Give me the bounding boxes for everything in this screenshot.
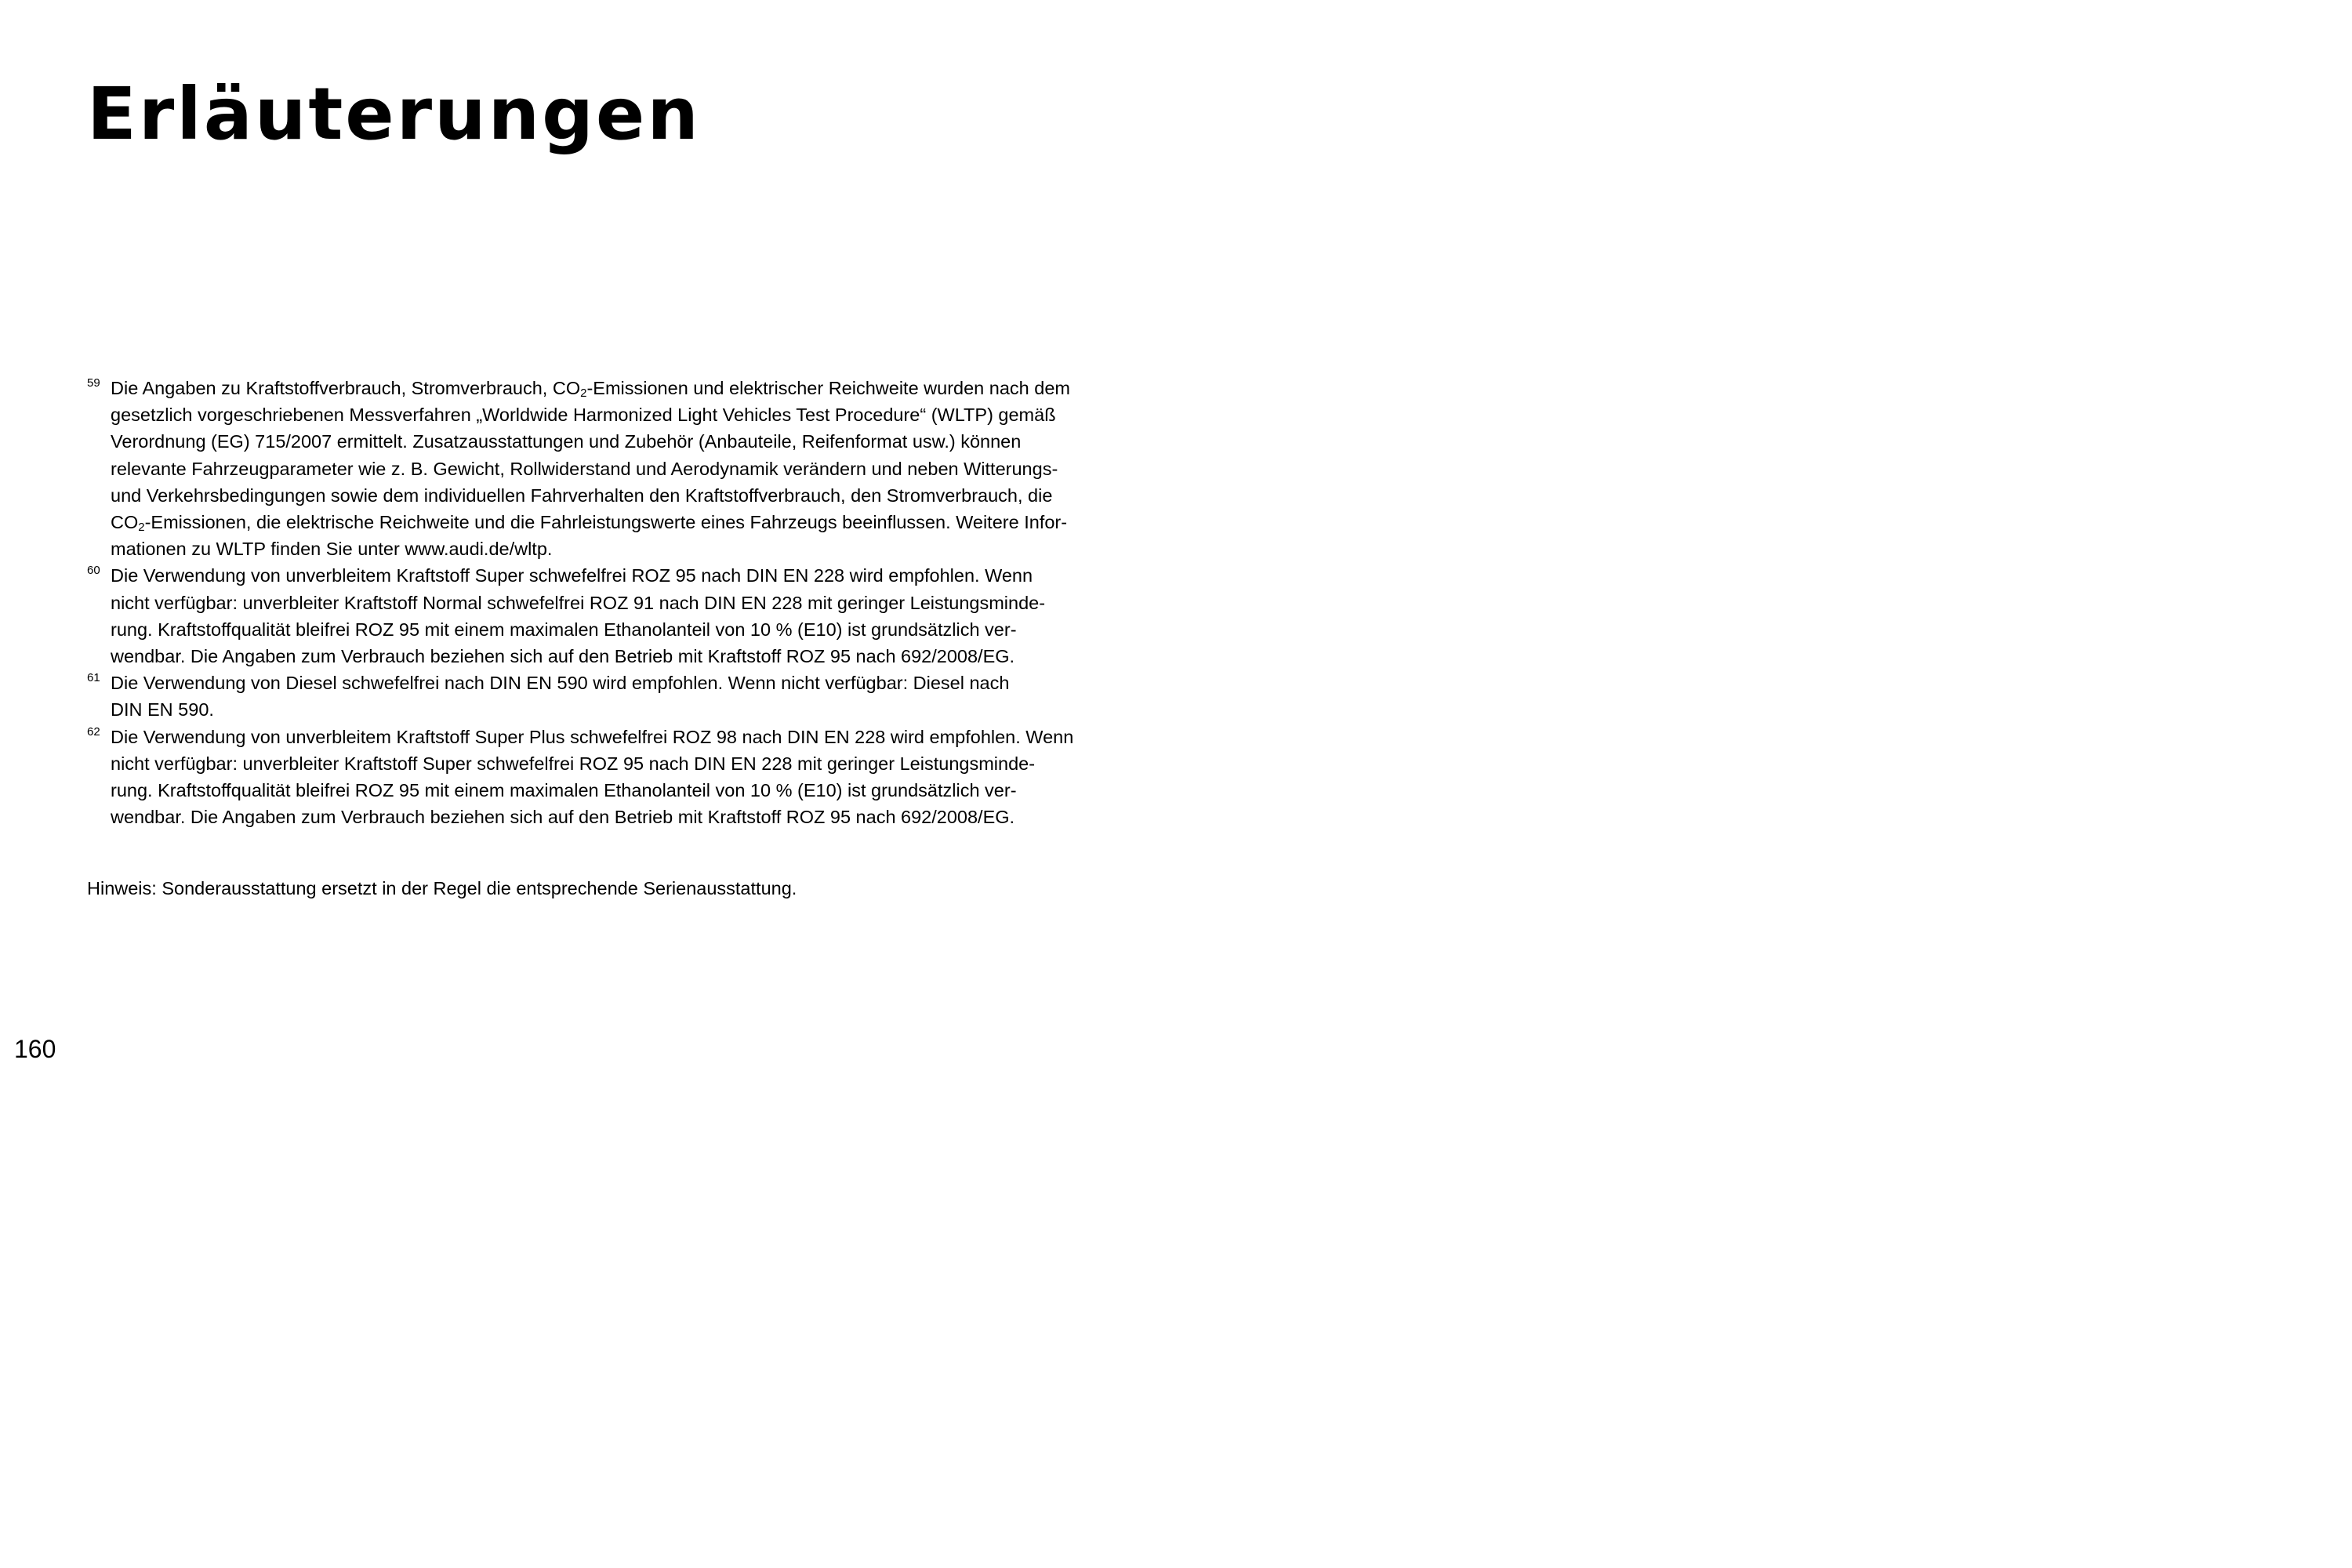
page-number: 160	[14, 1035, 56, 1063]
footnote-line: wendbar. Die Angaben zum Verbrauch beziehen sich auf den Betrieb mit Kraftstoff ROZ 95 nach 692/2008/EG.	[111, 646, 1015, 667]
footnote-line: Die Verwendung von Diesel schwefelfrei nach DIN EN 590 wird empfohlen. Wenn nicht verfügbar: Diesel nach	[111, 673, 1010, 694]
footnote-text: Die Angaben zu Kraftstoffverbrauch, Stromverbrauch, CO	[111, 378, 581, 398]
footnote-number: 62	[87, 724, 100, 739]
footnote-line: wendbar. Die Angaben zum Verbrauch beziehen sich auf den Betrieb mit Kraftstoff ROZ 95 nach 692/2008/EG.	[111, 807, 1015, 828]
footnote-line: und Verkehrsbedingungen sowie dem individuellen Fahrverhalten den Kraftstoffverbrauch, den Stromverbrauch, die	[111, 485, 1053, 506]
footnote-number: 59	[87, 376, 100, 390]
footnote-60	[87, 562, 1138, 670]
footnote-line: gesetzlich vorgeschriebenen Messverfahren „Worldwide Harmonized Light Vehicles Test Procedure“ (WLTP) gemäß	[111, 405, 1056, 426]
footnote-line: nicht verfügbar: unverbleiter Kraftstoff Super schwefelfrei ROZ 95 nach DIN EN 228 mit geringer Leistungsminde-	[111, 753, 1036, 774]
footnotes-list	[87, 375, 1138, 830]
footnote-line: DIN EN 590.	[111, 699, 214, 720]
footnote-text: CO	[111, 512, 139, 533]
footnote-line: rung. Kraftstoffqualität bleifrei ROZ 95 mit einem maximalen Ethanolanteil von 10 % (E10) ist grundsätzlich ver-	[111, 619, 1017, 640]
footnote-line: Die Verwendung von unverbleitem Kraftstoff Super Plus schwefelfrei ROZ 98 nach DIN EN 228 wird empfohlen. Wenn	[111, 726, 1074, 747]
footnote-61	[87, 670, 1138, 723]
footnote-line	[111, 509, 1138, 535]
footnote-line: mationen zu WLTP finden Sie unter www.audi.de/wltp.	[111, 539, 553, 560]
footnote-line: Die Verwendung von unverbleitem Kraftstoff Super schwefelfrei ROZ 95 nach DIN EN 228 wird empfohlen. Wenn	[111, 565, 1033, 586]
footnote-line	[111, 375, 1138, 401]
page-title: Erläuterungen	[87, 72, 701, 156]
footnote-line: rung. Kraftstoffqualität bleifrei ROZ 95 mit einem maximalen Ethanolanteil von 10 % (E10) ist grundsätzlich ver-	[111, 780, 1017, 801]
note-text: Hinweis: Sonderausstattung ersetzt in der Regel die entsprechende Serienausstattung.	[87, 877, 797, 898]
subscript: 2	[138, 521, 145, 535]
footnote-62	[87, 724, 1138, 831]
footnote-number: 61	[87, 671, 100, 685]
footnote-text: -Emissionen, die elektrische Reichweite und die Fahrleistungswerte eines Fahrzeugs beeinflussen. Weitere Infor-	[144, 512, 1068, 533]
subscript: 2	[580, 387, 587, 400]
footnote-line: nicht verfügbar: unverbleiter Kraftstoff Normal schwefelfrei ROZ 91 nach DIN EN 228 mit geringer Leistungsminde-	[111, 592, 1046, 613]
footnote-text: -Emissionen und elektrischer Reichweite wurden nach dem	[586, 378, 1070, 398]
footnote-line: Verordnung (EG) 715/2007 ermittelt. Zusatzausstattungen und Zubehör (Anbauteile, Reifenformat usw.) können	[111, 431, 1022, 452]
footnote-line: relevante Fahrzeugparameter wie z. B. Gewicht, Rollwiderstand und Aerodynamik verändern und neben Witterungs-	[111, 458, 1058, 479]
footnote-59	[87, 375, 1138, 562]
footnote-number: 60	[87, 564, 100, 578]
